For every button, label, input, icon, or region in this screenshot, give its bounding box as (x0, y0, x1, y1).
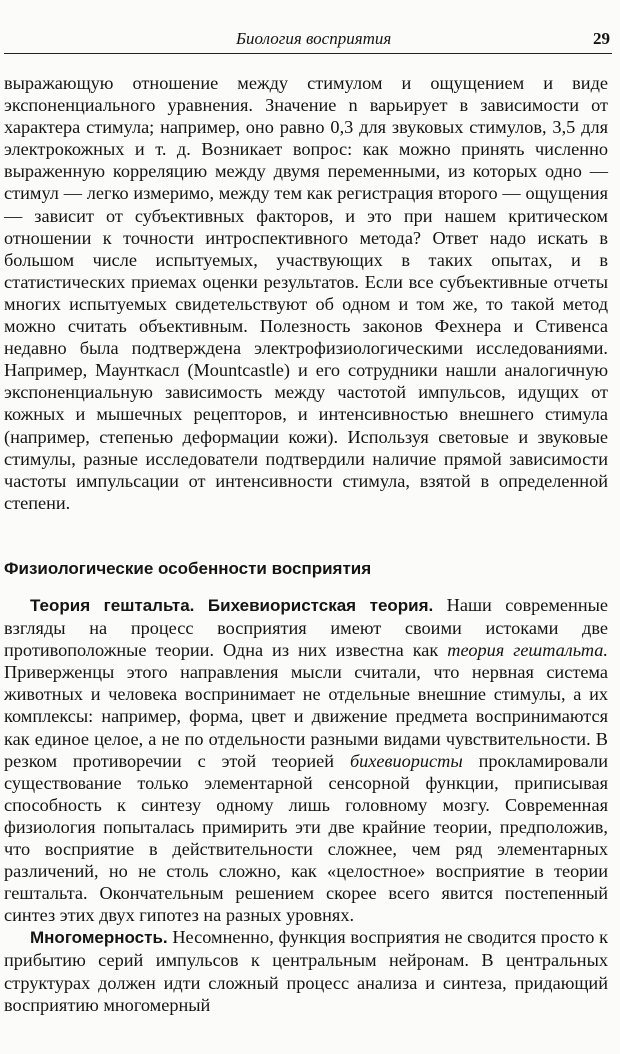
paragraph-text: Наши современные взгляды на процесс восприятия имеют своими истоками две противоположные теории. Одна из них известна как (4, 594, 608, 661)
page-body (4, 72, 608, 1016)
italic-term: теория гештальта. (447, 640, 608, 661)
paragraph-text: Несомненно, функция восприятия не сводится просто к прибытию серий импульсов к центральным нейронам. В центральных структурах должен идти сложный процесс анализа и синтеза, придающий восприятию многомерный (4, 927, 608, 1015)
paragraph-continued: выражающую отношение между стимулом и ощущением и виде экспоненциального уравнения. Значение n варьирует в зависимости от характера стимула; например, оно равно 0,3 для звуковых стимулов, 3,5 для электрокожных и т. д. Возникает вопрос: как можно принять численно выраженную корреляцию между двумя переменными, из которых одно — стимул — легко измеримо, между тем как регистрация второго — ощущения — зависит от субъективных факторов, и это при нашем критическом отношении к точности интроспективного метода? Ответ надо искать в большом числе испытуемых, участвующих в таких опытах, и в статистических приемах оценки результатов. Если все субъективные отчеты многих испытуемых свидетельствуют об одном и том же, то такой метод можно считать объективным. Полезность законов Фехнера и Стивенса недавно была подтверждена электрофизиологическими исследованиями. Например, Маунткасл (Mountcastle) и его сотрудники нашли аналогичную экспоненциальную зависимость между частотой импульсов, идущих от кожных и мышечных рецепторов, и интенсивностью внешнего стимула (например, степенью деформации кожи). Используя световые и звуковые стимулы, разные исследователи подтвердили наличие прямой зависимости частоты импульсации от интенсивности стимула, взятой в определенной степени. (4, 73, 608, 513)
section-heading: Физиологические особенности восприятия (4, 558, 372, 578)
paragraph-gestalt (4, 594, 608, 926)
paragraph-lead: Теория гештальта. Бихевиористская теория. (30, 595, 434, 615)
page-number: 29 (593, 29, 610, 48)
running-head-title: Биология восприятия (236, 29, 392, 48)
running-head (4, 27, 612, 54)
paragraph-text: прокламировали существование только элементарной сенсорной функции, приписывая способность к синтезу одному лишь головному мозгу. Современная физиология попыталась примирить эти две крайние теории, предположив, что восприятие в действительности сложнее, чем ряд элементарных различений, но не столь сложно, как «целостное» восприятие в теории гештальта. Окончательным решением скорее всего явится постепенный синтез этих двух гипотез на разных уровнях. (4, 750, 608, 926)
paragraph-text: Приверженцы этого направления мысли считали, что нервная система животных и человека воспринимает не отдельные внешние стимулы, а их комплексы: например, форма, цвет и движение предмета воспринимаются как единое целое, а не по отдельности разными видами чувствительности. В резком противоречии с этой теорией (4, 662, 608, 771)
paragraph-lead: Многомерность. (30, 928, 168, 948)
italic-term: бихевиористы (349, 750, 463, 771)
paragraph-multidimensionality (4, 926, 608, 1015)
